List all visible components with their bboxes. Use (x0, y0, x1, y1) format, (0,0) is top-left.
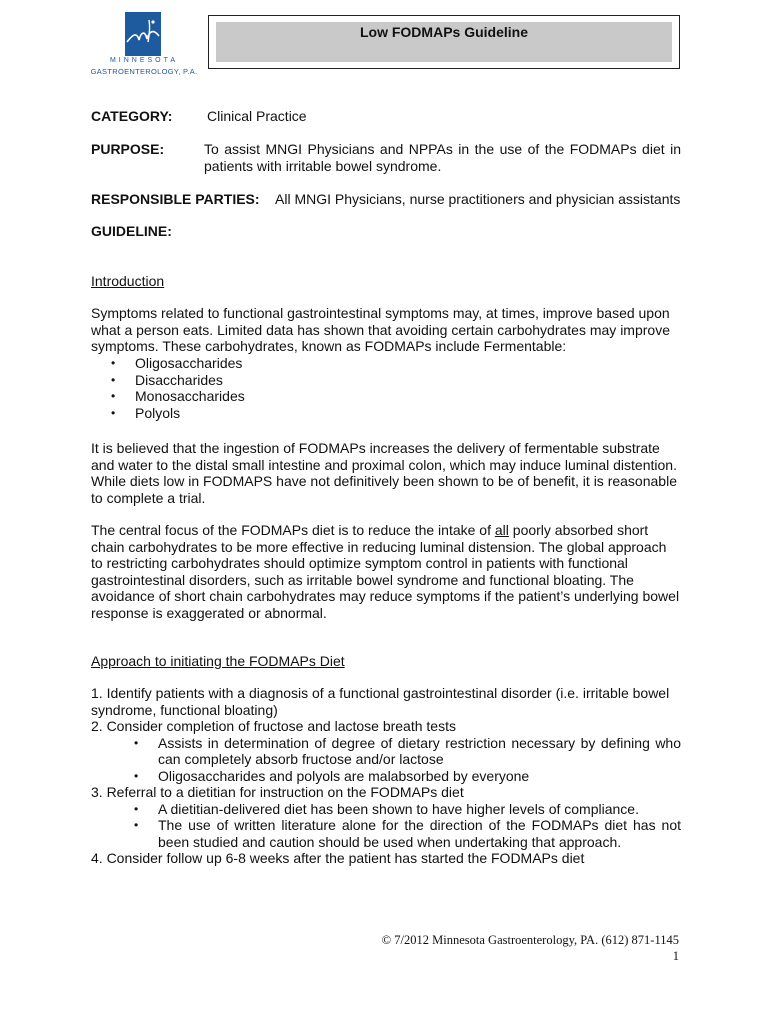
category-value: Clinical Practice (207, 108, 307, 124)
purpose-label: PURPOSE: (91, 141, 165, 157)
title-box (208, 15, 680, 69)
list-item: • Oligosaccharides (91, 355, 681, 372)
paragraph-3-end: poorly absorbed short chain carbohydrates to be more effective in reducing luminal distension. The global approach to restricting carbohydrates should optimize symptom control in patients with functional gastrointestinal disorders, such as irritable bowel syndrome and functional bloating. The avoidance of short chain carbohydrates may reduce symptoms if the patient’s underlying bowel response is exaggerated or abnormal. (91, 522, 680, 621)
responsible-parties-label: RESPONSIBLE PARTIES: (91, 191, 260, 207)
paragraph-3-start: The central focus of the FODMAPs diet is to reduce the intake of (91, 522, 495, 538)
list-item: • Polyols (91, 405, 681, 422)
approach-step-3: 3. Referral to a dietitian for instruction on the FODMAPs diet (91, 784, 464, 800)
introduction-paragraph-3 (91, 522, 681, 621)
paragraph-3-emphasis: all (494, 522, 509, 538)
purpose-field (91, 141, 681, 175)
approach-step-4: 4. Consider follow up 6-8 weeks after the patient has started the FODMAPs diet (91, 850, 585, 866)
purpose-value: To assist MNGI Physicians and NPPAs in the use of the FODMAPs diet in patients with irritable bowel syndrome. (204, 141, 681, 174)
mngi-logo (89, 12, 199, 78)
approach-step-2: 2. Consider completion of fructose and lactose breath tests (91, 718, 456, 734)
approach-heading: Approach to initiating the FODMAPs Diet (91, 653, 345, 669)
category-field (91, 108, 681, 125)
introduction-paragraph-1: Symptoms related to functional gastrointestinal symptoms may, at times, improve based upon what a person eats. Limited data has shown that avoiding certain carbohydrates may improve symptoms. These carbohydrates, known as FODMAPs include Fermentable: (91, 305, 670, 354)
list-item: • Disaccharides (91, 372, 681, 389)
approach-step-3-bullets (91, 801, 681, 851)
mngi-logo-mark-icon (125, 12, 161, 56)
approach-step-2-bullets (91, 735, 681, 785)
page-number: 1 (672, 949, 679, 963)
page-title: Low FODMAPs Guideline (359, 24, 528, 40)
fodmap-list (91, 355, 681, 421)
approach-step-1: 1. Identify patients with a diagnosis of a functional gastrointestinal disorder (i.e. irritable bowel syndrome, functional bloating) (91, 685, 670, 718)
introduction-heading: Introduction (91, 273, 165, 289)
copyright-text: © 7/2012 Minnesota Gastroenterology, PA. (612) 871-1145 (381, 933, 679, 947)
list-item: • Monosaccharides (91, 388, 681, 405)
guideline-label: GUIDELINE: (91, 223, 172, 239)
list-item: • Oligosaccharides and polyols are malabsorbed by everyone (91, 768, 681, 785)
approach-steps (91, 685, 681, 867)
page-footer (382, 932, 679, 964)
responsible-parties-field (91, 191, 681, 208)
introduction-paragraph-2: It is believed that the ingestion of FODMAPs increases the delivery of fermentable substrate and water to the distal small intestine and proximal colon, which may induce luminal distention. While diets low in FODMAPS have not definitively been shown to be of benefit, it is reasonable to complete a trial. (91, 440, 677, 506)
category-label: CATEGORY: (91, 108, 173, 124)
logo-line-gastroenterology: GASTROENTEROLOGY, P.A. (90, 67, 198, 76)
list-item: • A dietitian-delivered diet has been shown to have higher levels of compliance. (91, 801, 681, 818)
list-item: • Assists in determination of degree of dietary restriction necessary by defining who can completely absorb fructose and/or lactose (91, 735, 681, 768)
list-item: • The use of written literature alone for the direction of the FODMAPs diet has not been studied and caution should be used when undertaking that approach. (91, 817, 681, 850)
logo-line-minnesota: MINNESOTA (109, 57, 179, 64)
responsible-parties-value: All MNGI Physicians, nurse practitioners and physician assistants (275, 191, 681, 207)
